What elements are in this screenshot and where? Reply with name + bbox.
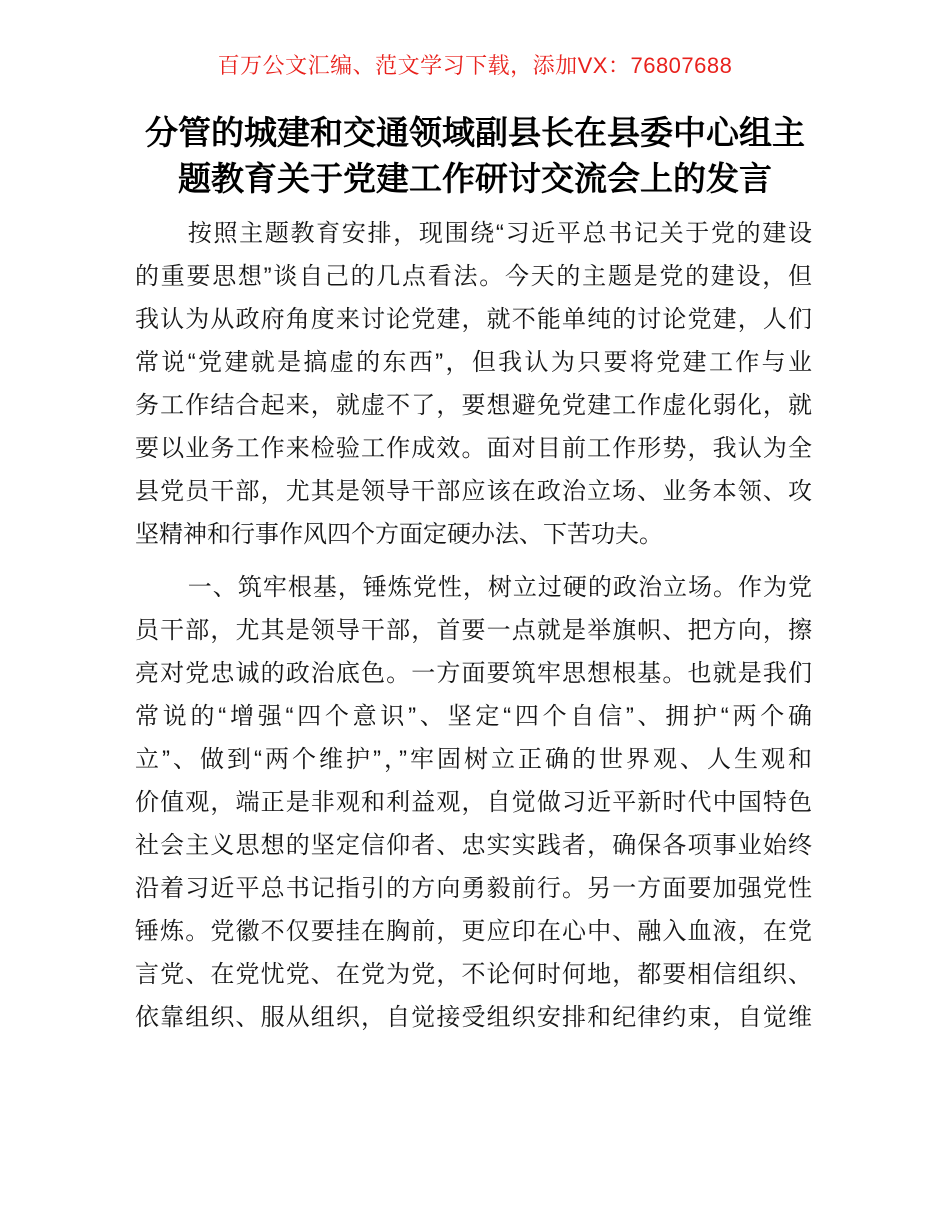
- text-line: 的重要思想”谈自己的几点看法。今天的主题是党的建设，但: [135, 263, 812, 290]
- title-line: 题教育关于党建工作研讨交流会上的发言: [178, 160, 772, 197]
- text-line: 社会主义思想的坚定信仰者、忠实实践者，确保各项事业始终: [135, 832, 812, 859]
- text-line: 常说“党建就是搞虚的东西”，但我认为只要将党建工作与业: [135, 349, 812, 376]
- text-line: 县党员干部，尤其是领导干部应该在政治立场、业务本领、攻: [135, 478, 812, 505]
- text-line: 员干部，尤其是领导干部，首要一点就是举旗帜、把方向，擦: [135, 617, 812, 644]
- text-line: 亮对党忠诚的政治底色。一方面要筑牢思想根基。也就是我们: [135, 660, 812, 687]
- text-line: 立”、做到“两个维护”，”牢固树立正确的世界观、人生观和: [135, 746, 812, 773]
- text-line: 坚精神和行事作风四个方面定硬办法、下苦功夫。: [135, 521, 663, 548]
- text-line: 锤炼。党徽不仅要挂在胸前，更应印在心中、融入血液，在党: [135, 918, 812, 945]
- text-line: 一、筑牢根基，锤炼党性，树立过硬的政治立场。作为党: [187, 574, 812, 601]
- text-line: 我认为从政府角度来讨论党建，就不能单纯的讨论党建，人们: [135, 306, 812, 333]
- document-title: [125, 110, 825, 202]
- text-line: 务工作结合起来，就虚不了，要想避免党建工作虚化弱化，就: [135, 392, 812, 419]
- text-line: 依靠组织、服从组织，自觉接受组织安排和纪律约束，自觉维: [135, 1004, 812, 1031]
- promo-header-text: 百万公文汇编、范文学习下载，添加VX：76807688: [217, 53, 733, 78]
- text-line: 常说的“增强“四个意识”、坚定“四个自信”、拥护“两个确: [135, 703, 812, 730]
- paragraph-section-one: [135, 566, 812, 1039]
- title-line: 分管的城建和交通领域副县长在县委中心组主: [145, 114, 805, 151]
- text-line: 言党、在党忧党、在党为党，不论何时何地，都要相信组织、: [135, 961, 812, 988]
- paragraph-intro: [135, 212, 812, 556]
- text-line: 沿着习近平总书记指引的方向勇毅前行。另一方面要加强党性: [135, 875, 812, 902]
- text-line: 按照主题教育安排，现围绕“习近平总书记关于党的建设: [187, 220, 812, 247]
- document-body: [135, 212, 812, 1039]
- text-line: 要以业务工作来检验工作成效。面对目前工作形势，我认为全: [135, 435, 812, 462]
- text-line: 价值观，端正是非观和利益观，自觉做习近平新时代中国特色: [135, 789, 812, 816]
